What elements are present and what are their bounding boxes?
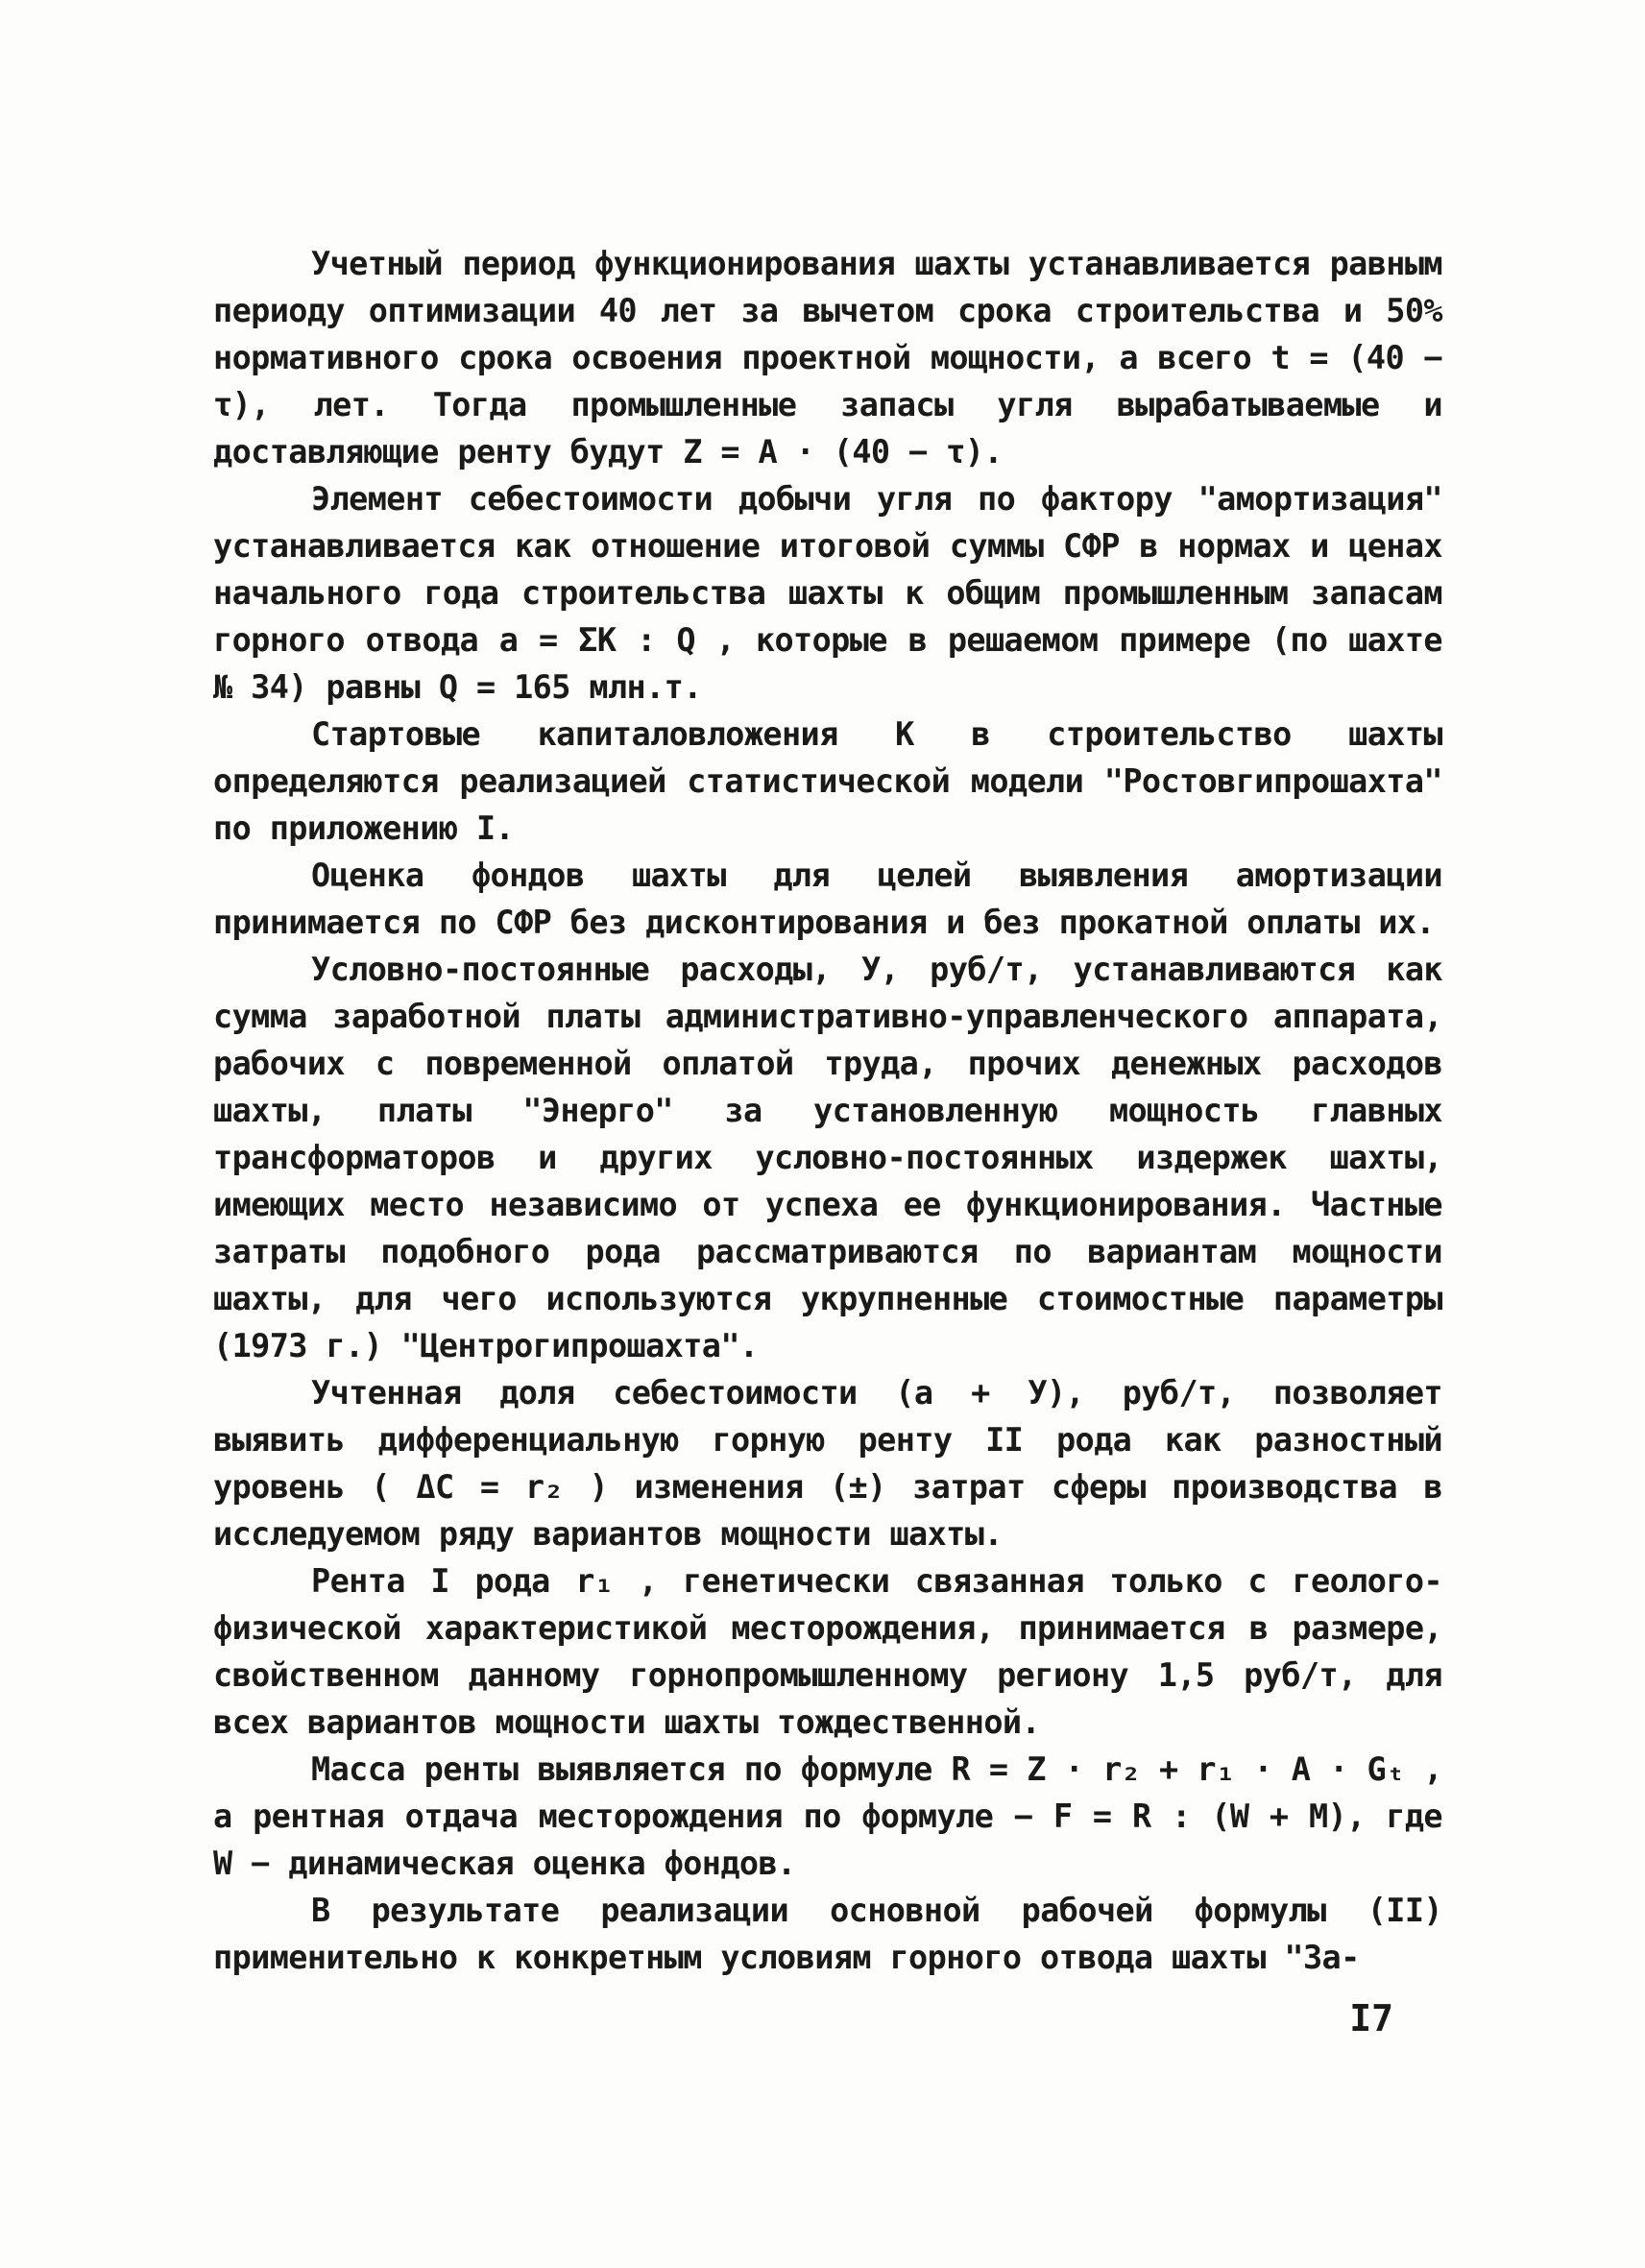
paragraph-differential-rent: Учтенная доля себестоимости (a + У), руб/т, позволяет выявить дифференциальную горную ренту II рода как разностный уровень ( ΔC = r₂ ) изменения (±) затрат сферы производства в исследуемом ряду вариантов мощности шахты. — [213, 1374, 1442, 1553]
paragraph-accounting-period: Учетный период функционирования шахты устанавливается равным периоду оптимизации 40 лет за вычетом срока строительства и 50% нормативного срока освоения проектной мощности, а всего t = (40 − τ), лет. Тогда промышленные запасы угля вырабатываемые и доставляющие ренту будут Z = A · (40 − τ). — [213, 245, 1442, 470]
body-text — [213, 240, 1442, 1981]
page-number: I7 — [1349, 1997, 1393, 2039]
paragraph-result: В результате реализации основной рабочей формулы (II) применительно к конкретным условиям горного отвода шахты "За- — [213, 1892, 1442, 1976]
paragraph-fund-valuation: Оценка фондов шахты для целей выявления амортизации принимается по СФР без дисконтирования и без прокатной оплаты их. — [213, 857, 1442, 941]
paragraph-fixed-costs: Условно-постоянные расходы, У, руб/т, устанавливаются как сумма заработной платы административно-управленческого аппарата, рабочих с повременной оплатой труда, прочих денежных расходов шахты, платы "Энерго" за установленную мощность главных трансформаторов и других условно-постоянных издержек шахты, имеющих место независимо от успеха ее функционирования. Частные затраты подобного рода рассматриваются по вариантам мощности шахты, для чего используются укрупненные стоимостные параметры (1973 г.) "Центрогипрошахта". — [213, 951, 1442, 1364]
paragraph-capital-investment: Стартовые капиталовложения K в строительство шахты определяются реализацией статистической модели "Ростовгипрошахта" по приложению I. — [213, 715, 1442, 847]
paragraph-amortization: Элемент себестоимости добычи угля по фактору "амортизация" устанавливается как отношение итоговой суммы СФР в нормах и ценах начального года строительства шахты к общим промышленным запасам горного отвода a = ΣK : Q , которые в решаемом примере (по шахте № 34) равны Q = 165 млн.т. — [213, 480, 1442, 706]
paragraph-rent-mass: Масса ренты выявляется по формуле R = Z · r₂ + r₁ · A · Gₜ , а рентная отдача месторождения по формуле − F = R : (W + M), где W − динамическая оценка фондов. — [213, 1750, 1442, 1882]
paragraph-rent-first-kind: Рента I рода r₁ , генетически связанная только с геолого-физической характеристикой месторождения, принимается в размере, свойственном данному горнопромышленному региону 1,5 руб/т, для всех вариантов мощности шахты тождественной. — [213, 1562, 1442, 1741]
